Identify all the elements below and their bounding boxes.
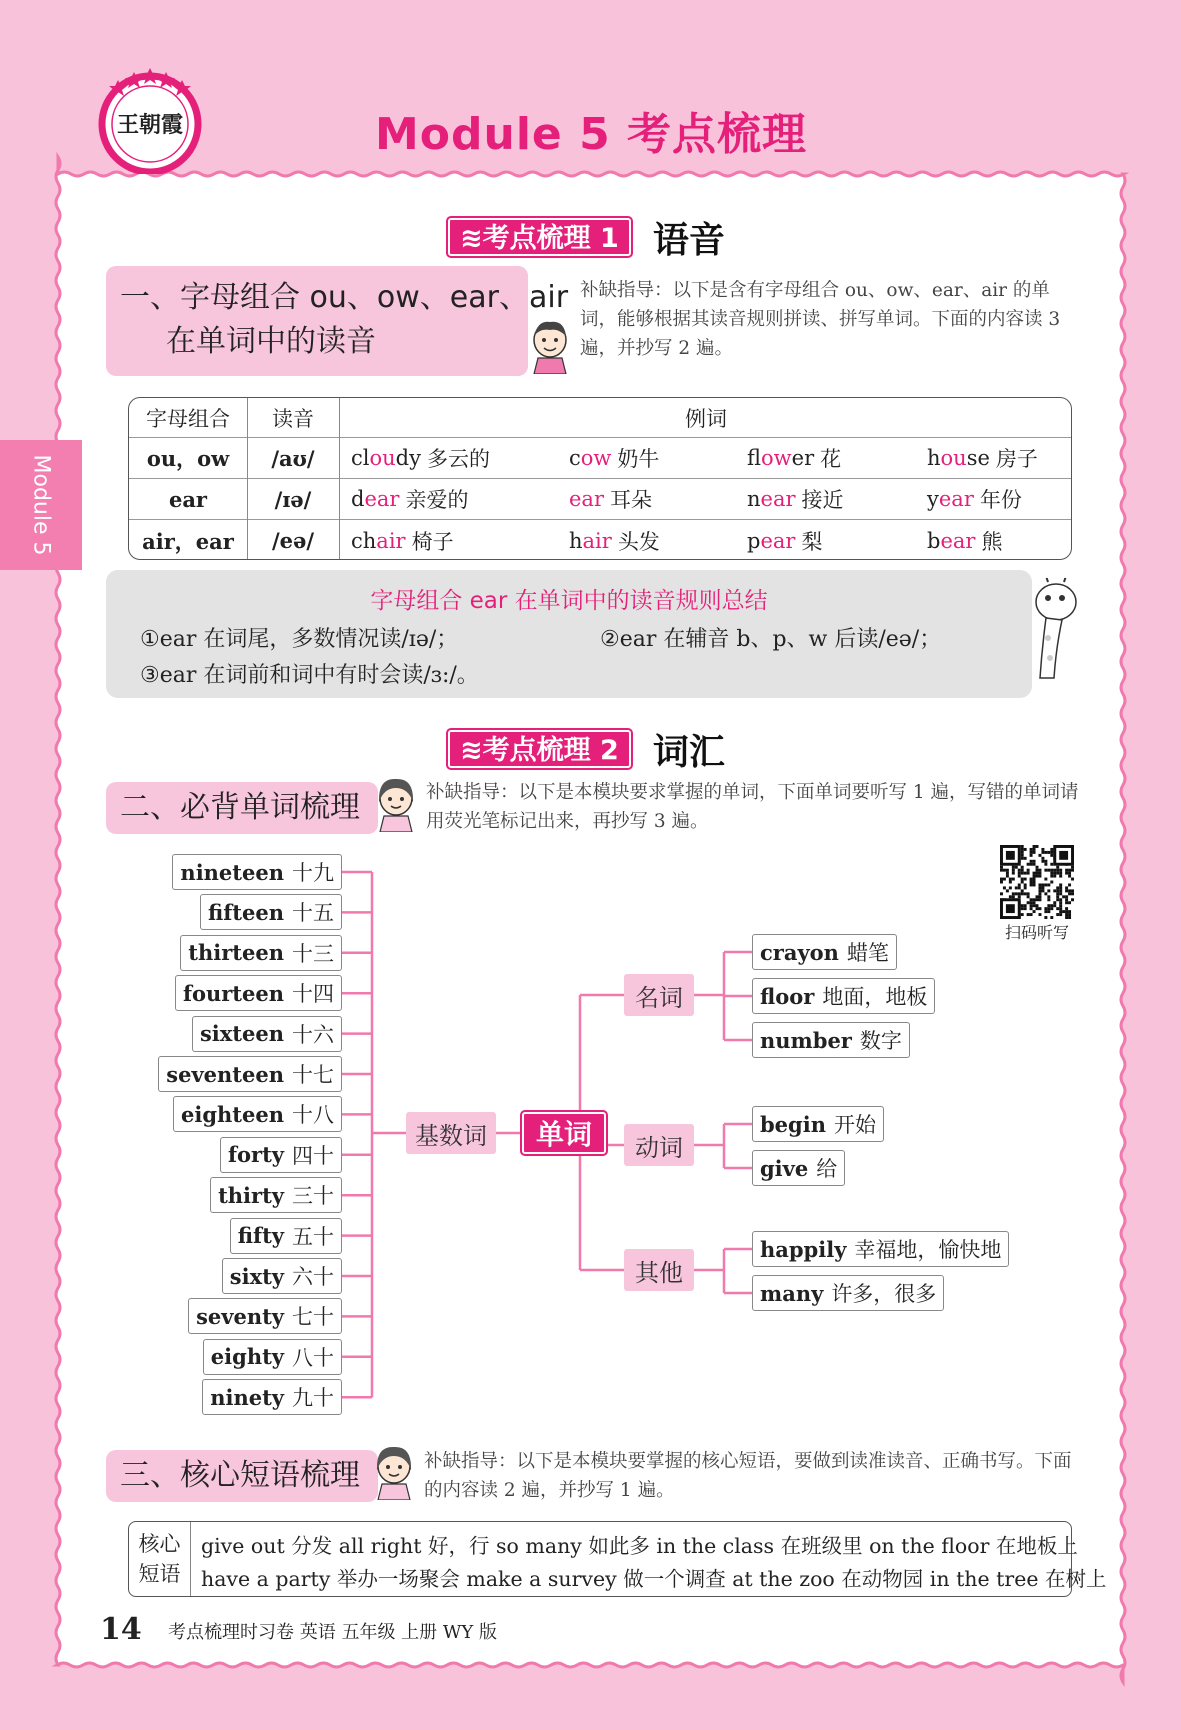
section-1-badge: ≋考点梳理 1 [448, 218, 631, 256]
number-word-box: seventeen 十七 [158, 1056, 342, 1092]
example-word: ch air 椅子 [351, 528, 454, 554]
core-phrases-box [128, 1521, 1107, 1597]
number-word-box: seventy 七十 [188, 1298, 342, 1334]
example-word: cl ou dy 多云的 [351, 446, 490, 471]
example-word: fl ow er 花 [747, 446, 842, 471]
vocab-word-box: happily 幸福地，愉快地 [752, 1231, 1009, 1267]
section-1-title: 语音 [652, 219, 725, 261]
ear-rule-2: ②ear 在辅音 b、p、w 后读/eə/； [600, 627, 942, 652]
number-word-box: sixty 六十 [222, 1258, 342, 1294]
footer-text: 考点梳理时习卷 英语 五年级 上册 WY 版 [168, 1622, 497, 1643]
pronunciation-cell: /ɪə/ [274, 486, 312, 512]
page-number: 14 [100, 1612, 142, 1647]
number-word-box: fifty 五十 [230, 1218, 342, 1254]
example-word: c ow 奶牛 [569, 446, 660, 471]
number-word-box: thirty 三十 [210, 1177, 342, 1213]
number-word-box: sixteen 十六 [192, 1016, 342, 1052]
module-side-tab-label: Module 5 [28, 454, 54, 556]
vocab-word-box: floor 地面，地板 [752, 978, 935, 1014]
pronunciation-cell: /aʊ/ [271, 445, 315, 471]
example-word: b ear 熊 [927, 528, 1003, 554]
example-word: ear 耳朵 [569, 487, 652, 512]
section-2-badge: ≋考点梳理 2 [448, 730, 631, 768]
nouns-node: 名词 [624, 974, 694, 1016]
page-title: Module 5 考点梳理 [375, 109, 808, 160]
core-phrases-line-2: have a party 举办一场聚会 make a survey 做一个调查 at the zoo 在动物园 in the tree 在树上 [201, 1567, 1107, 1591]
verbs-node: 动词 [624, 1124, 694, 1166]
example-word: n ear 接近 [747, 487, 844, 512]
number-word-box: fourteen 十四 [175, 975, 342, 1011]
words-center-node: 单词 [522, 1112, 606, 1154]
svg-text:王朝霞: 王朝霞 [116, 112, 184, 138]
table-header-combo: 字母组合 [146, 406, 230, 431]
pronunciation-cell: /eə/ [271, 528, 315, 553]
example-word: y ear 年份 [927, 487, 1022, 512]
qr-label: 扫码听写 [1004, 923, 1069, 942]
vocab-word-box: number 数字 [752, 1022, 910, 1058]
core-phrases-line-1: give out 分发 all right 好，行 so many 如此多 in the class 在班级里 on the floor 在地板上 [201, 1534, 1078, 1558]
girl-cartoon-icon [372, 1444, 416, 1500]
part-1-label-line1: 一、字母组合 ou、ow、ear、air [120, 280, 569, 315]
number-word-box: eighteen 十八 [173, 1096, 342, 1132]
cardinal-numbers-node: 基数词 [406, 1112, 496, 1154]
table-header-examples: 例词 [685, 406, 727, 431]
number-word-box: thirteen 十三 [180, 935, 342, 971]
letter-combo-cell: air，ear [142, 528, 234, 554]
vocab-word-box: many 许多，很多 [752, 1275, 944, 1311]
number-word-box: nineteen 十九 [172, 854, 342, 890]
number-word-box: eighty 八十 [203, 1339, 342, 1375]
example-word: h ou se 房子 [927, 446, 1038, 471]
letter-combo-cell: ear [168, 486, 208, 512]
part-3-label: 三、核心短语梳理 [106, 1450, 378, 1502]
part-1-label-line2: 在单词中的读音 [166, 324, 376, 359]
part-2-hint: 补缺指导：以下是本模块要求掌握的单词，下面单词要听写 1 遍，写错的单词请用荧光笔标记出来，再抄写 3 遍。 [426, 782, 1079, 832]
ear-rule-3: ③ear 在词前和词中有时会读/ɜ:/。 [140, 663, 479, 688]
part-2-label: 二、必背单词梳理 [106, 782, 378, 834]
vocab-word-box: crayon 蜡笔 [752, 934, 897, 970]
table-header-ipa: 读音 [272, 406, 314, 431]
vocab-word-box: begin 开始 [752, 1106, 884, 1142]
ear-rules-title: 字母组合 ear 在单词中的读音规则总结 [370, 588, 768, 614]
example-word: p ear 梨 [747, 528, 823, 554]
core-phrases-label-2: 短语 [138, 1562, 181, 1586]
part-3-hint: 补缺指导：以下是本模块要掌握的核心短语，要做到读准读音、正确书写。下面的内容读 2 遍，并抄写 1 遍。 [424, 1451, 1072, 1501]
example-word: d ear 亲爱的 [351, 487, 469, 512]
number-word-box: ninety 九十 [202, 1379, 342, 1415]
core-phrases-label [129, 1522, 191, 1596]
section-2-title: 词汇 [652, 731, 725, 773]
letter-combo-cell: ou，ow [146, 446, 230, 471]
part-1-hint: 补缺指导：以下是含有字母组合 ou、ow、ear、air 的单词，能够根据其读音规则拼读、拼写单词。下面的内容读 3 遍，并抄写 2 遍。 [580, 280, 1061, 359]
example-word: h air 头发 [569, 528, 660, 554]
number-word-box: fifteen 十五 [200, 894, 342, 930]
number-word-box: forty 四十 [220, 1137, 342, 1173]
vocab-word-box: give 给 [752, 1150, 845, 1186]
others-node: 其他 [624, 1249, 694, 1291]
core-phrases-label-1: 核心 [138, 1532, 181, 1556]
ear-rule-1: ①ear 在词尾，多数情况读/ɪə/； [140, 627, 459, 652]
